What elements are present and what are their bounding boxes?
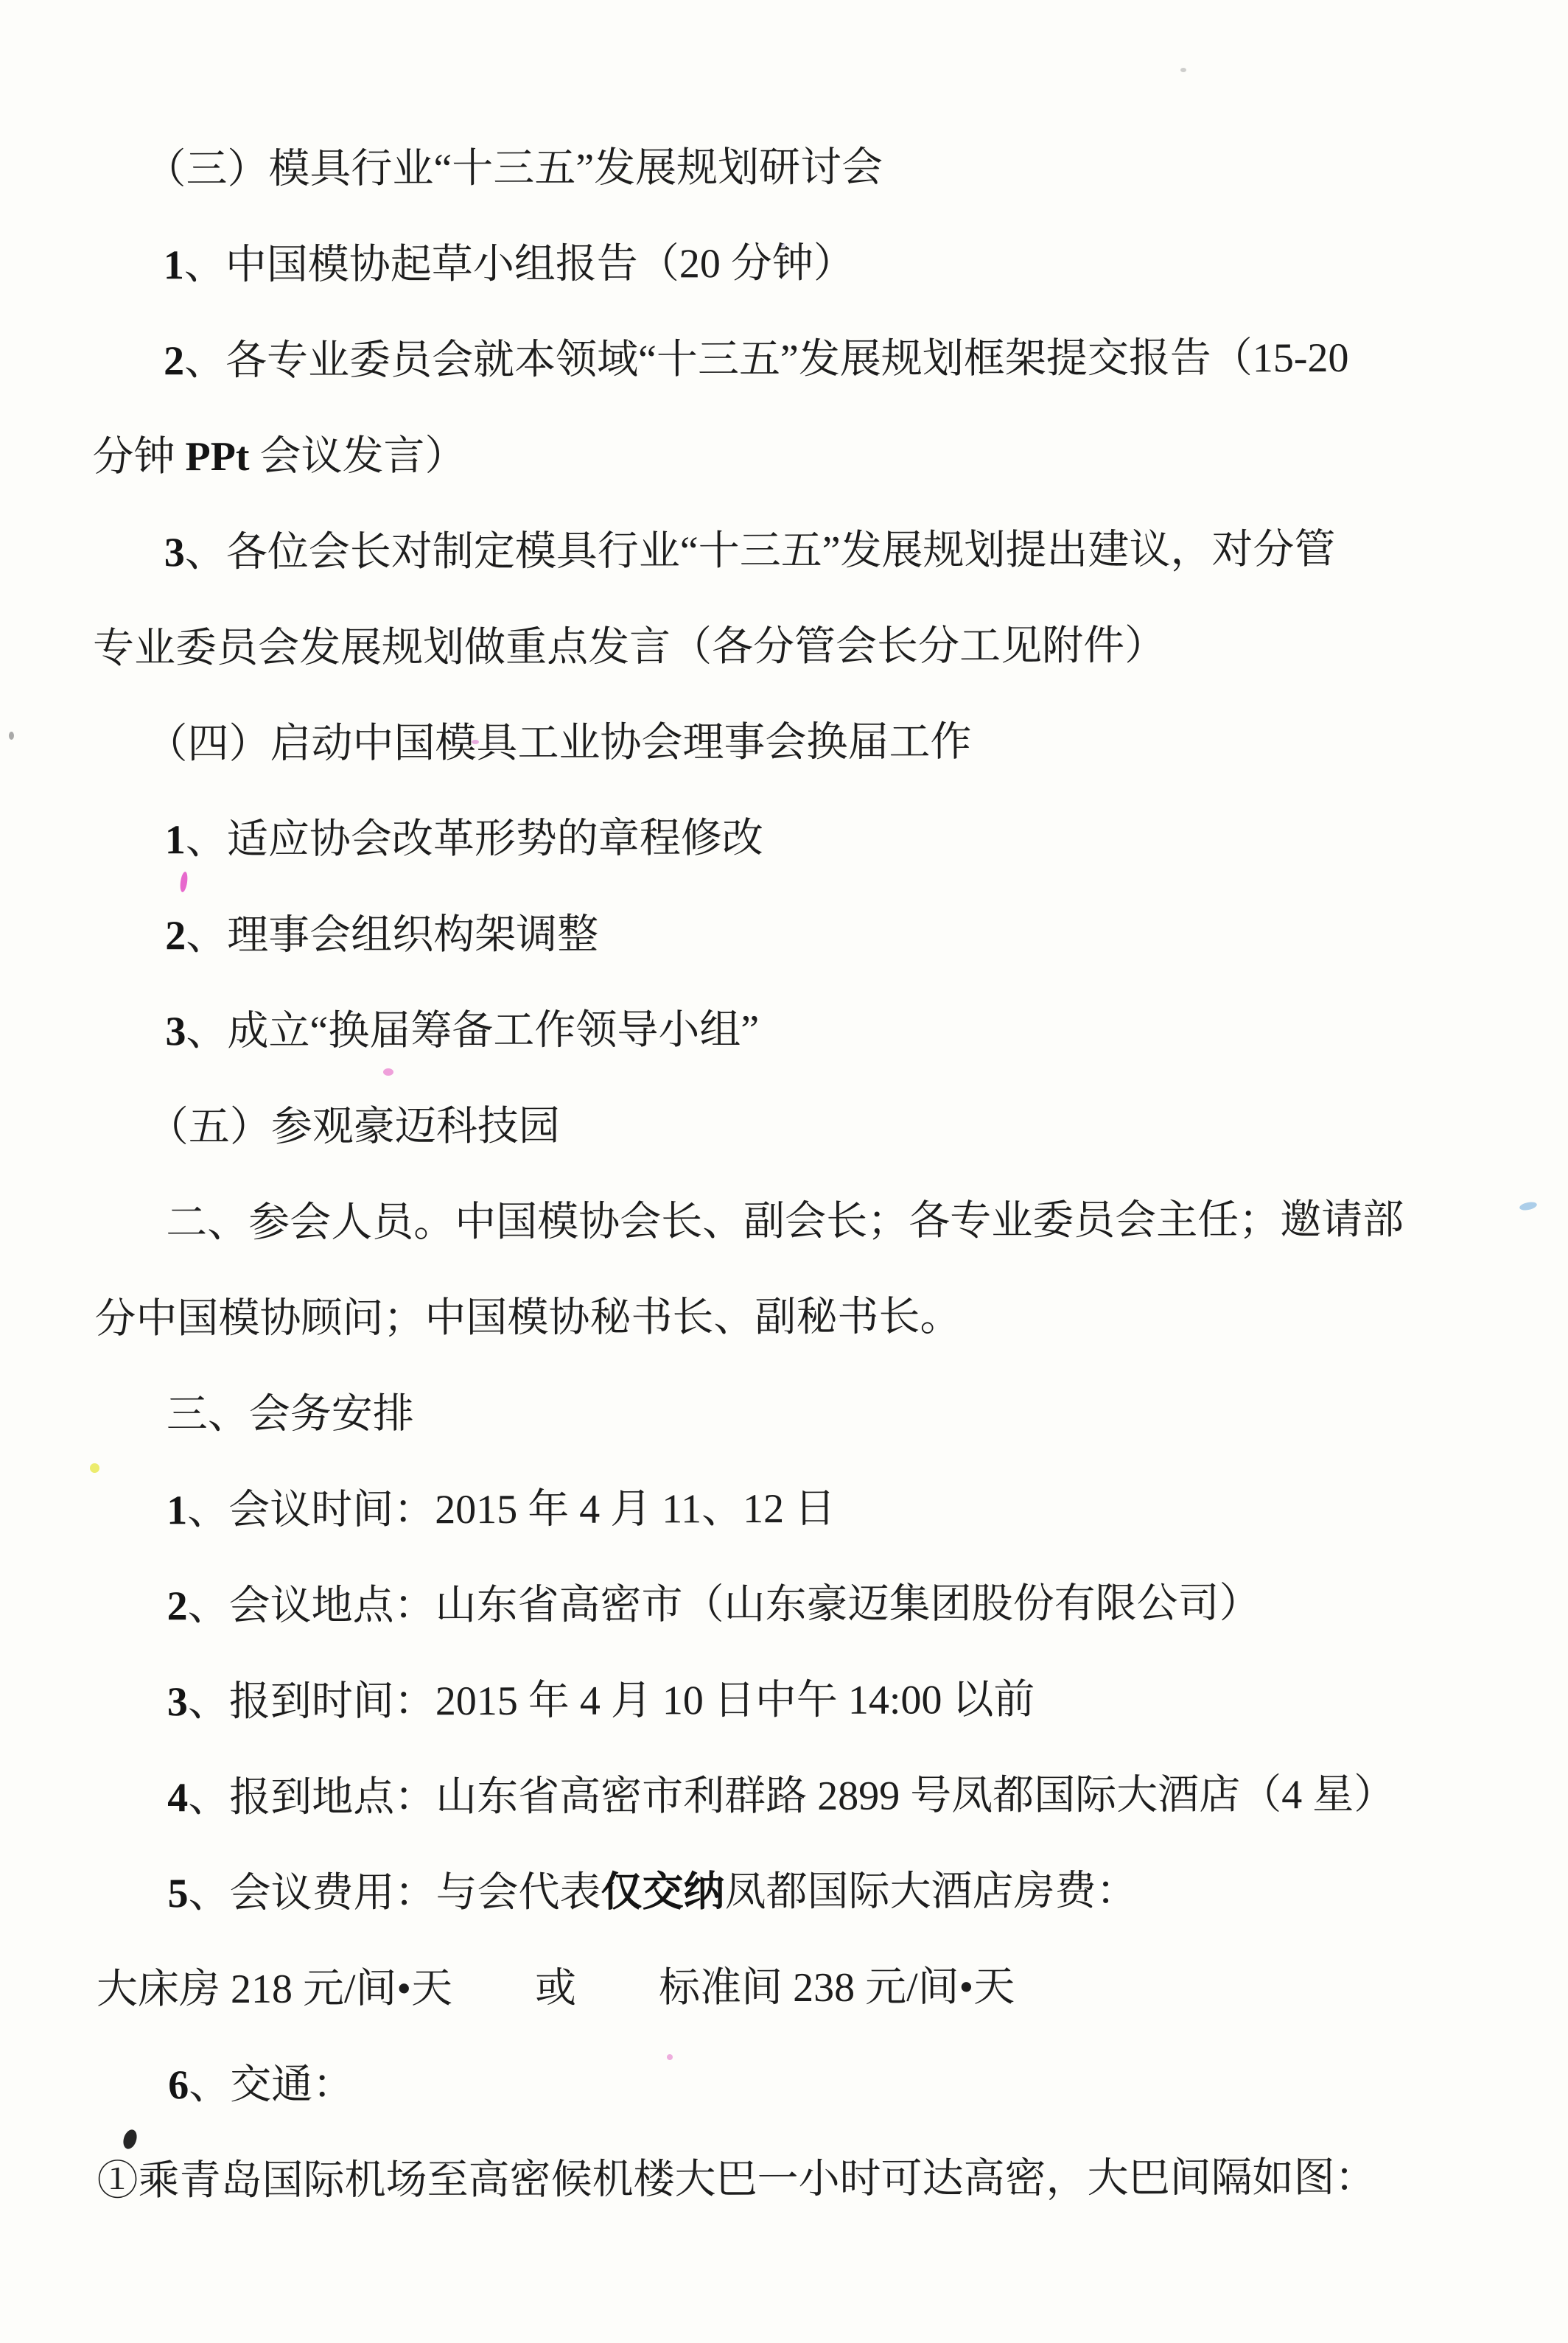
text-segment: 、报到地点：山东省高密市利群路 2899 号凤都国际大酒店（4 星） — [188, 1771, 1396, 1821]
text-segment: 、各专业委员会就本领域“十三五”发展规划框架提交报告（15-20 — [184, 335, 1349, 385]
text-segment: 4 — [167, 1775, 189, 1821]
text-segment: 专业委员会发展规划做重点发言（各分管会长分工见附件） — [93, 623, 1166, 672]
text-segment: （五）参观豪迈科技园 — [147, 1103, 560, 1151]
text-segment: 、会议费用：与会代表 — [188, 1869, 601, 1917]
text-segment: 3 — [164, 530, 185, 576]
scan-speck — [383, 1068, 393, 1076]
text-segment: PPt — [185, 433, 250, 480]
text-segment: 分中国模协顾问；中国模协秘书长、副秘书长。 — [94, 1294, 962, 1342]
text-segment: 大床房 218 元/间•天 或 标准间 238 元/间•天 — [96, 1964, 1015, 2013]
text-segment: 1 — [163, 242, 184, 289]
text-segment: 3 — [167, 1679, 188, 1726]
text-segment: 1 — [167, 1488, 188, 1534]
document-line — [0, 693, 1567, 793]
text-segment: 、交通： — [189, 2062, 354, 2109]
document-line — [2, 2129, 1568, 2230]
document-line — [0, 214, 1566, 314]
scan-speck — [781, 243, 785, 248]
document-line — [1, 1650, 1568, 1751]
document-line — [0, 118, 1566, 218]
text-segment: 2 — [167, 1583, 188, 1630]
scan-speck — [1180, 68, 1186, 72]
document-line — [0, 405, 1567, 505]
scan-speck — [667, 2054, 673, 2060]
document-text-block — [0, 118, 1568, 2230]
text-segment: 分钟 — [92, 434, 186, 480]
text-segment: 1 — [164, 817, 186, 864]
text-segment: 、报到时间：2015 年 4 月 10 日中午 14:00 以前 — [187, 1677, 1035, 1726]
text-segment: 、中国模协起草小组报告（20 分钟） — [183, 240, 855, 289]
document-line — [2, 2034, 1568, 2134]
document-line — [0, 1172, 1568, 1272]
scan-speck — [90, 1463, 99, 1473]
document-line — [1, 1459, 1568, 1559]
text-segment: 2 — [164, 338, 185, 385]
text-segment: 5 — [167, 1871, 189, 1917]
text-segment: 仅交纳 — [601, 1869, 725, 1916]
document-line — [0, 309, 1566, 410]
document-line — [2, 1938, 1568, 2038]
document-line — [1, 1746, 1568, 1846]
text-segment: 、各位会长对制定模具行业“十三五”发展规划提出建议，对分管 — [184, 527, 1336, 576]
document-line — [1, 1842, 1568, 1942]
document-line — [1, 1363, 1568, 1463]
document-line — [1, 1555, 1568, 1655]
text-segment: 、成立“换届筹备工作领导小组” — [186, 1007, 760, 1055]
document-line — [0, 501, 1567, 601]
text-segment: （四）启动中国模具工业协会理事会换届工作 — [146, 719, 972, 768]
scan-speck — [9, 732, 14, 740]
text-segment: 6 — [168, 2062, 189, 2109]
text-segment: 凤都国际大酒店房费： — [724, 1868, 1138, 1916]
text-segment: 、会议时间：2015 年 4 月 11、12 日 — [187, 1485, 836, 1534]
text-segment: 、会议地点：山东省高密市（山东豪迈集团股份有限公司） — [187, 1580, 1261, 1630]
document-line — [0, 980, 1568, 1080]
document-line — [0, 1267, 1568, 1367]
text-segment: 、适应协会改革形势的章程修改 — [185, 816, 763, 864]
text-segment: 三、会务安排 — [166, 1391, 414, 1438]
document-line — [0, 1076, 1568, 1176]
text-segment: 2 — [165, 913, 186, 959]
scan-speck — [472, 740, 479, 744]
document-line — [0, 788, 1567, 889]
text-segment: ①乘青岛国际机场至高密候机楼大巴一小时可达高密，大巴间隔如图： — [97, 2154, 1376, 2204]
text-segment: （三）模具行业“十三五”发展规划研讨会 — [144, 144, 883, 193]
text-segment: 会议发言） — [249, 433, 466, 480]
document-line — [0, 597, 1567, 697]
text-segment: 3 — [165, 1009, 186, 1055]
document-line — [0, 884, 1567, 984]
text-segment: 、理事会组织构架调整 — [186, 911, 599, 959]
text-segment: 二、参会人员。中国模协会长、副会长；各专业委员会主任；邀请部 — [166, 1197, 1404, 1247]
